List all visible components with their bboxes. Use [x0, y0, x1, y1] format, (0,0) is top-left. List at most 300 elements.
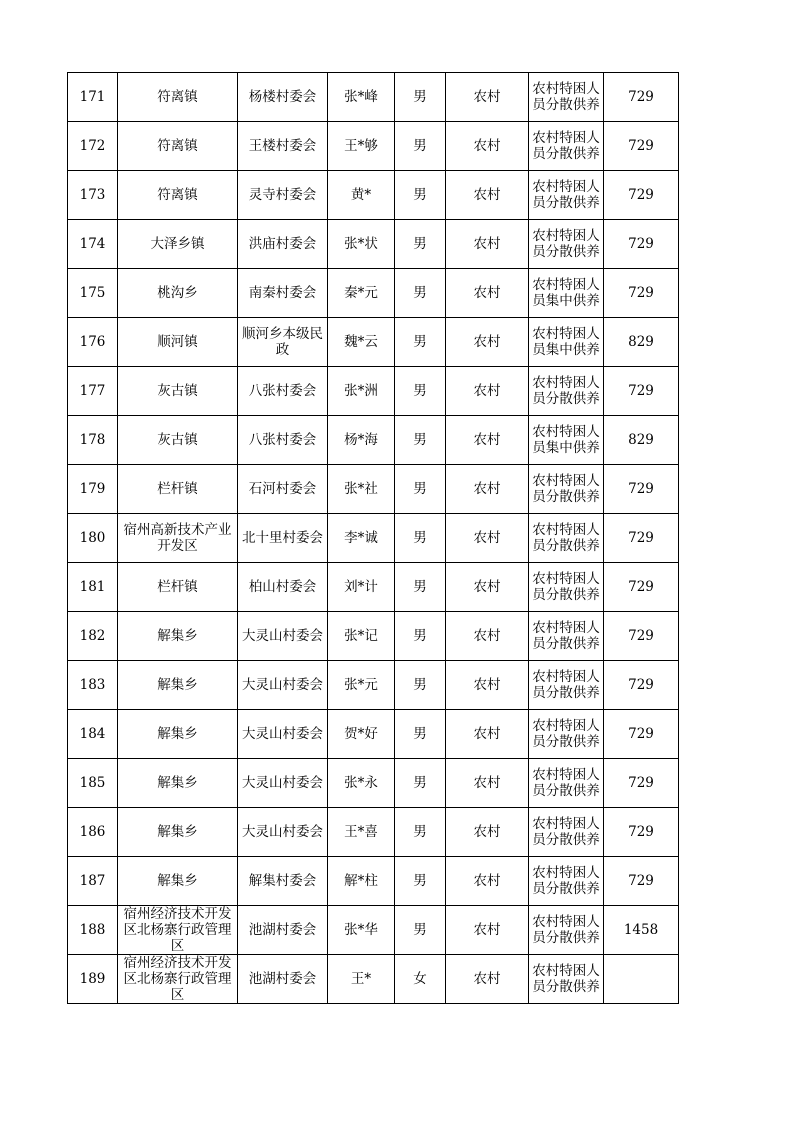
town-cell-text: 大泽乡镇 — [150, 236, 205, 252]
row-number-cell — [68, 808, 118, 857]
support-category-cell — [529, 955, 604, 1004]
person-name-cell — [328, 808, 395, 857]
household-type-cell-text: 农村 — [473, 922, 501, 938]
amount-cell-text: 1458 — [623, 922, 659, 938]
support-category-cell — [529, 563, 604, 612]
person-name-cell — [328, 759, 395, 808]
support-category-cell-text: 农村特困人员分散供养 — [532, 473, 600, 505]
row-number-cell-text: 189 — [79, 971, 106, 987]
person-name-cell-text: 王*够 — [344, 138, 378, 154]
row-number-cell — [68, 955, 118, 1004]
amount-cell-text: 729 — [628, 677, 654, 693]
village-committee-cell-text: 池湖村委会 — [248, 971, 317, 987]
town-cell-text: 宿州高新技术产业开发区 — [123, 522, 232, 554]
amount-cell — [604, 710, 679, 759]
amount-cell — [604, 857, 679, 906]
gender-cell — [395, 122, 446, 171]
amount-cell — [604, 661, 679, 710]
amount-cell — [604, 73, 679, 122]
gender-cell-text: 男 — [413, 236, 427, 252]
village-committee-cell — [238, 906, 328, 955]
village-committee-cell-text: 大灵山村委会 — [242, 824, 323, 840]
town-cell — [118, 955, 238, 1004]
row-number-cell-text: 174 — [79, 236, 106, 252]
table-row — [68, 563, 679, 612]
town-cell — [118, 563, 238, 612]
person-name-cell — [328, 465, 395, 514]
amount-cell — [604, 612, 679, 661]
amount-cell — [604, 465, 679, 514]
gender-cell — [395, 857, 446, 906]
gender-cell-text: 男 — [413, 628, 427, 644]
person-name-cell-text: 解*柱 — [344, 873, 378, 889]
village-committee-cell-text: 大灵山村委会 — [242, 628, 323, 644]
row-number-cell-text: 177 — [79, 383, 106, 399]
gender-cell-text: 男 — [413, 775, 427, 791]
row-number-cell-text: 176 — [79, 334, 106, 350]
support-category-cell-text: 农村特困人员分散供养 — [532, 669, 600, 701]
household-type-cell — [446, 220, 529, 269]
person-name-cell — [328, 857, 395, 906]
row-number-cell-text: 171 — [79, 89, 106, 105]
person-name-cell-text: 张*洲 — [344, 383, 378, 399]
amount-cell-text: 729 — [628, 383, 654, 399]
row-number-cell — [68, 122, 118, 171]
person-name-cell-text: 张*元 — [344, 677, 378, 693]
village-committee-cell-text: 八张村委会 — [248, 432, 317, 448]
gender-cell — [395, 171, 446, 220]
person-name-cell — [328, 269, 395, 318]
household-type-cell — [446, 171, 529, 220]
household-type-cell — [446, 416, 529, 465]
row-number-cell — [68, 465, 118, 514]
support-category-cell-text: 农村特困人员分散供养 — [532, 228, 600, 260]
support-category-cell — [529, 122, 604, 171]
row-number-cell — [68, 661, 118, 710]
village-committee-cell-text: 大灵山村委会 — [242, 726, 323, 742]
town-cell-text: 桃沟乡 — [157, 285, 198, 301]
table-row — [68, 171, 679, 220]
town-cell-text: 解集乡 — [157, 628, 198, 644]
village-committee-cell-text: 王楼村委会 — [248, 138, 317, 154]
row-number-cell — [68, 759, 118, 808]
amount-cell — [604, 416, 679, 465]
person-name-cell — [328, 955, 395, 1004]
person-name-cell-text: 魏*云 — [344, 334, 378, 350]
household-type-cell — [446, 906, 529, 955]
gender-cell-text: 男 — [413, 579, 427, 595]
support-category-cell — [529, 808, 604, 857]
village-committee-cell — [238, 710, 328, 759]
support-category-cell — [529, 906, 604, 955]
gender-cell — [395, 955, 446, 1004]
table-row — [68, 73, 679, 122]
town-cell — [118, 808, 238, 857]
row-number-cell — [68, 318, 118, 367]
person-name-cell-text: 李*诚 — [344, 530, 378, 546]
village-committee-cell-text: 顺河乡本级民政 — [242, 326, 323, 358]
amount-cell — [604, 906, 679, 955]
town-cell-text: 解集乡 — [157, 775, 198, 791]
support-category-cell — [529, 759, 604, 808]
row-number-cell-text: 188 — [79, 922, 106, 938]
village-committee-cell-text: 洪庙村委会 — [248, 236, 317, 252]
person-name-cell — [328, 220, 395, 269]
household-type-cell-text: 农村 — [473, 383, 501, 399]
person-name-cell — [328, 661, 395, 710]
household-type-cell — [446, 955, 529, 1004]
row-number-cell-text: 181 — [79, 579, 106, 595]
household-type-cell — [446, 318, 529, 367]
gender-cell — [395, 563, 446, 612]
row-number-cell — [68, 171, 118, 220]
person-name-cell-text: 张*华 — [344, 922, 378, 938]
gender-cell-text: 男 — [413, 824, 427, 840]
support-category-cell-text: 农村特困人员分散供养 — [532, 571, 600, 603]
support-category-cell — [529, 220, 604, 269]
town-cell-text: 宿州经济技术开发区北杨寨行政管理区 — [123, 955, 232, 1003]
gender-cell-text: 男 — [413, 89, 427, 105]
village-committee-cell — [238, 759, 328, 808]
table-row — [68, 710, 679, 759]
town-cell-text: 栏杆镇 — [157, 579, 198, 595]
household-type-cell — [446, 857, 529, 906]
household-type-cell — [446, 759, 529, 808]
town-cell — [118, 906, 238, 955]
support-category-cell-text: 农村特困人员分散供养 — [532, 963, 600, 995]
gender-cell — [395, 759, 446, 808]
gender-cell — [395, 514, 446, 563]
household-type-cell — [446, 122, 529, 171]
support-category-cell — [529, 318, 604, 367]
row-number-cell — [68, 857, 118, 906]
town-cell — [118, 318, 238, 367]
town-cell — [118, 73, 238, 122]
amount-cell-text: 729 — [628, 628, 654, 644]
gender-cell-text: 男 — [413, 383, 427, 399]
person-name-cell-text: 王*喜 — [344, 824, 378, 840]
row-number-cell-text: 173 — [79, 187, 106, 203]
table-row — [68, 220, 679, 269]
person-name-cell — [328, 906, 395, 955]
town-cell — [118, 759, 238, 808]
table-row — [68, 514, 679, 563]
gender-cell — [395, 416, 446, 465]
gender-cell — [395, 367, 446, 416]
person-name-cell — [328, 563, 395, 612]
household-type-cell-text: 农村 — [473, 628, 501, 644]
relief-roster-table — [67, 72, 679, 1004]
support-category-cell-text: 农村特困人员分散供养 — [532, 816, 600, 848]
household-type-cell-text: 农村 — [473, 236, 501, 252]
amount-cell — [604, 171, 679, 220]
row-number-cell-text: 175 — [79, 285, 106, 301]
amount-cell-text: 729 — [628, 579, 654, 595]
gender-cell-text: 女 — [413, 971, 427, 987]
village-committee-cell — [238, 367, 328, 416]
household-type-cell-text: 农村 — [473, 187, 501, 203]
gender-cell-text: 男 — [413, 138, 427, 154]
amount-cell-text: 729 — [628, 187, 654, 203]
amount-cell — [604, 808, 679, 857]
support-category-cell — [529, 710, 604, 759]
village-committee-cell-text: 解集村委会 — [248, 873, 317, 889]
support-category-cell-text: 农村特困人员集中供养 — [532, 326, 600, 358]
town-cell-text: 栏杆镇 — [157, 481, 198, 497]
village-committee-cell-text: 大灵山村委会 — [242, 677, 323, 693]
household-type-cell-text: 农村 — [473, 89, 501, 105]
support-category-cell-text: 农村特困人员分散供养 — [532, 914, 600, 946]
gender-cell-text: 男 — [413, 677, 427, 693]
person-name-cell — [328, 514, 395, 563]
row-number-cell — [68, 416, 118, 465]
village-committee-cell-text: 杨楼村委会 — [248, 89, 317, 105]
row-number-cell-text: 183 — [79, 677, 106, 693]
village-committee-cell — [238, 269, 328, 318]
person-name-cell-text: 杨*海 — [344, 432, 378, 448]
household-type-cell-text: 农村 — [473, 726, 501, 742]
amount-cell — [604, 122, 679, 171]
person-name-cell-text: 贺*好 — [344, 726, 378, 742]
roster-body — [68, 73, 679, 1004]
village-committee-cell — [238, 220, 328, 269]
person-name-cell-text: 黄* — [350, 187, 372, 203]
support-category-cell-text: 农村特困人员分散供养 — [532, 865, 600, 897]
village-committee-cell — [238, 416, 328, 465]
village-committee-cell — [238, 171, 328, 220]
person-name-cell-text: 张*永 — [344, 775, 378, 791]
town-cell — [118, 367, 238, 416]
household-type-cell-text: 农村 — [473, 971, 501, 987]
support-category-cell — [529, 269, 604, 318]
table-row — [68, 857, 679, 906]
table-row — [68, 318, 679, 367]
town-cell-text: 符离镇 — [157, 187, 198, 203]
row-number-cell-text: 187 — [79, 873, 106, 889]
village-committee-cell — [238, 465, 328, 514]
amount-cell — [604, 563, 679, 612]
gender-cell — [395, 318, 446, 367]
support-category-cell — [529, 514, 604, 563]
person-name-cell-text: 王* — [350, 971, 372, 987]
row-number-cell-text: 185 — [79, 775, 106, 791]
row-number-cell — [68, 73, 118, 122]
town-cell-text: 解集乡 — [157, 726, 198, 742]
amount-cell-text: 729 — [628, 824, 654, 840]
support-category-cell — [529, 465, 604, 514]
table-row — [68, 759, 679, 808]
gender-cell — [395, 220, 446, 269]
gender-cell — [395, 906, 446, 955]
village-committee-cell-text: 石河村委会 — [248, 481, 317, 497]
household-type-cell — [446, 73, 529, 122]
support-category-cell-text: 农村特困人员分散供养 — [532, 375, 600, 407]
support-category-cell-text: 农村特困人员分散供养 — [532, 718, 600, 750]
table-row — [68, 906, 679, 955]
village-committee-cell — [238, 612, 328, 661]
town-cell-text: 顺河镇 — [157, 334, 198, 350]
village-committee-cell — [238, 73, 328, 122]
row-number-cell — [68, 612, 118, 661]
amount-cell-text: 729 — [628, 726, 654, 742]
support-category-cell-text: 农村特困人员分散供养 — [532, 130, 600, 162]
village-committee-cell — [238, 808, 328, 857]
amount-cell-text: 729 — [628, 285, 654, 301]
table-row — [68, 367, 679, 416]
town-cell — [118, 465, 238, 514]
village-committee-cell-text: 大灵山村委会 — [242, 775, 323, 791]
person-name-cell — [328, 612, 395, 661]
town-cell — [118, 661, 238, 710]
household-type-cell-text: 农村 — [473, 579, 501, 595]
household-type-cell — [446, 612, 529, 661]
village-committee-cell — [238, 122, 328, 171]
amount-cell — [604, 514, 679, 563]
village-committee-cell-text: 八张村委会 — [248, 383, 317, 399]
village-committee-cell-text: 灵寺村委会 — [248, 187, 317, 203]
household-type-cell-text: 农村 — [473, 775, 501, 791]
town-cell — [118, 514, 238, 563]
gender-cell — [395, 465, 446, 514]
row-number-cell-text: 184 — [79, 726, 106, 742]
gender-cell-text: 男 — [413, 432, 427, 448]
household-type-cell — [446, 661, 529, 710]
support-category-cell — [529, 367, 604, 416]
gender-cell-text: 男 — [413, 922, 427, 938]
household-type-cell-text: 农村 — [473, 432, 501, 448]
person-name-cell-text: 秦*元 — [344, 285, 378, 301]
row-number-cell — [68, 563, 118, 612]
support-category-cell-text: 农村特困人员分散供养 — [532, 620, 600, 652]
town-cell-text: 灰古镇 — [157, 383, 198, 399]
village-committee-cell — [238, 563, 328, 612]
town-cell — [118, 171, 238, 220]
village-committee-cell — [238, 661, 328, 710]
table-row — [68, 465, 679, 514]
amount-cell — [604, 269, 679, 318]
gender-cell-text: 男 — [413, 334, 427, 350]
town-cell-text: 解集乡 — [157, 824, 198, 840]
amount-cell-text: 729 — [628, 873, 654, 889]
village-committee-cell — [238, 514, 328, 563]
household-type-cell — [446, 808, 529, 857]
town-cell — [118, 612, 238, 661]
person-name-cell-text: 刘*计 — [344, 579, 378, 595]
gender-cell-text: 男 — [413, 481, 427, 497]
row-number-cell-text: 180 — [79, 530, 106, 546]
person-name-cell-text: 张*记 — [344, 628, 378, 644]
gender-cell — [395, 808, 446, 857]
household-type-cell — [446, 563, 529, 612]
support-category-cell — [529, 73, 604, 122]
village-committee-cell-text: 池湖村委会 — [248, 922, 317, 938]
gender-cell — [395, 269, 446, 318]
row-number-cell — [68, 367, 118, 416]
town-cell-text: 宿州经济技术开发区北杨寨行政管理区 — [123, 906, 232, 954]
gender-cell-text: 男 — [413, 873, 427, 889]
amount-cell-text: 729 — [628, 775, 654, 791]
table-row — [68, 269, 679, 318]
person-name-cell — [328, 710, 395, 759]
support-category-cell — [529, 661, 604, 710]
support-category-cell-text: 农村特困人员分散供养 — [532, 767, 600, 799]
village-committee-cell-text: 北十里村委会 — [242, 530, 323, 546]
town-cell-text: 符离镇 — [157, 89, 198, 105]
town-cell — [118, 710, 238, 759]
support-category-cell-text: 农村特困人员集中供养 — [532, 277, 600, 309]
town-cell — [118, 122, 238, 171]
gender-cell-text: 男 — [413, 726, 427, 742]
row-number-cell — [68, 220, 118, 269]
village-committee-cell-text: 柏山村委会 — [248, 579, 317, 595]
person-name-cell — [328, 122, 395, 171]
row-number-cell — [68, 710, 118, 759]
town-cell-text: 灰古镇 — [157, 432, 198, 448]
amount-cell — [604, 367, 679, 416]
village-committee-cell — [238, 857, 328, 906]
amount-cell-text: 729 — [628, 138, 654, 154]
gender-cell — [395, 661, 446, 710]
household-type-cell-text: 农村 — [473, 677, 501, 693]
household-type-cell-text: 农村 — [473, 873, 501, 889]
person-name-cell-text: 张*社 — [344, 481, 378, 497]
household-type-cell-text: 农村 — [473, 334, 501, 350]
support-category-cell — [529, 857, 604, 906]
amount-cell-text: 829 — [628, 432, 654, 448]
row-number-cell-text: 186 — [79, 824, 106, 840]
household-type-cell-text: 农村 — [473, 138, 501, 154]
amount-cell-text: 729 — [628, 89, 654, 105]
row-number-cell-text: 172 — [79, 138, 106, 154]
household-type-cell — [446, 367, 529, 416]
gender-cell — [395, 612, 446, 661]
village-committee-cell-text: 南秦村委会 — [248, 285, 317, 301]
person-name-cell — [328, 73, 395, 122]
amount-cell-text: 829 — [628, 334, 654, 350]
row-number-cell — [68, 514, 118, 563]
row-number-cell-text: 182 — [79, 628, 106, 644]
amount-cell-text: 729 — [628, 236, 654, 252]
support-category-cell — [529, 171, 604, 220]
row-number-cell — [68, 906, 118, 955]
household-type-cell-text: 农村 — [473, 285, 501, 301]
support-category-cell-text: 农村特困人员分散供养 — [532, 81, 600, 113]
table-row — [68, 808, 679, 857]
amount-cell — [604, 220, 679, 269]
household-type-cell — [446, 269, 529, 318]
town-cell — [118, 269, 238, 318]
village-committee-cell — [238, 955, 328, 1004]
table-row — [68, 955, 679, 1004]
household-type-cell — [446, 710, 529, 759]
gender-cell-text: 男 — [413, 285, 427, 301]
support-category-cell-text: 农村特困人员分散供养 — [532, 179, 600, 211]
person-name-cell — [328, 367, 395, 416]
amount-cell — [604, 955, 679, 1004]
person-name-cell — [328, 416, 395, 465]
village-committee-cell — [238, 318, 328, 367]
row-number-cell — [68, 269, 118, 318]
amount-cell-text: 729 — [628, 481, 654, 497]
gender-cell-text: 男 — [413, 187, 427, 203]
town-cell-text: 解集乡 — [157, 677, 198, 693]
household-type-cell — [446, 514, 529, 563]
support-category-cell-text: 农村特困人员集中供养 — [532, 424, 600, 456]
amount-cell — [604, 318, 679, 367]
amount-cell-text: 729 — [628, 530, 654, 546]
person-name-cell-text: 张*峰 — [344, 89, 378, 105]
gender-cell — [395, 73, 446, 122]
